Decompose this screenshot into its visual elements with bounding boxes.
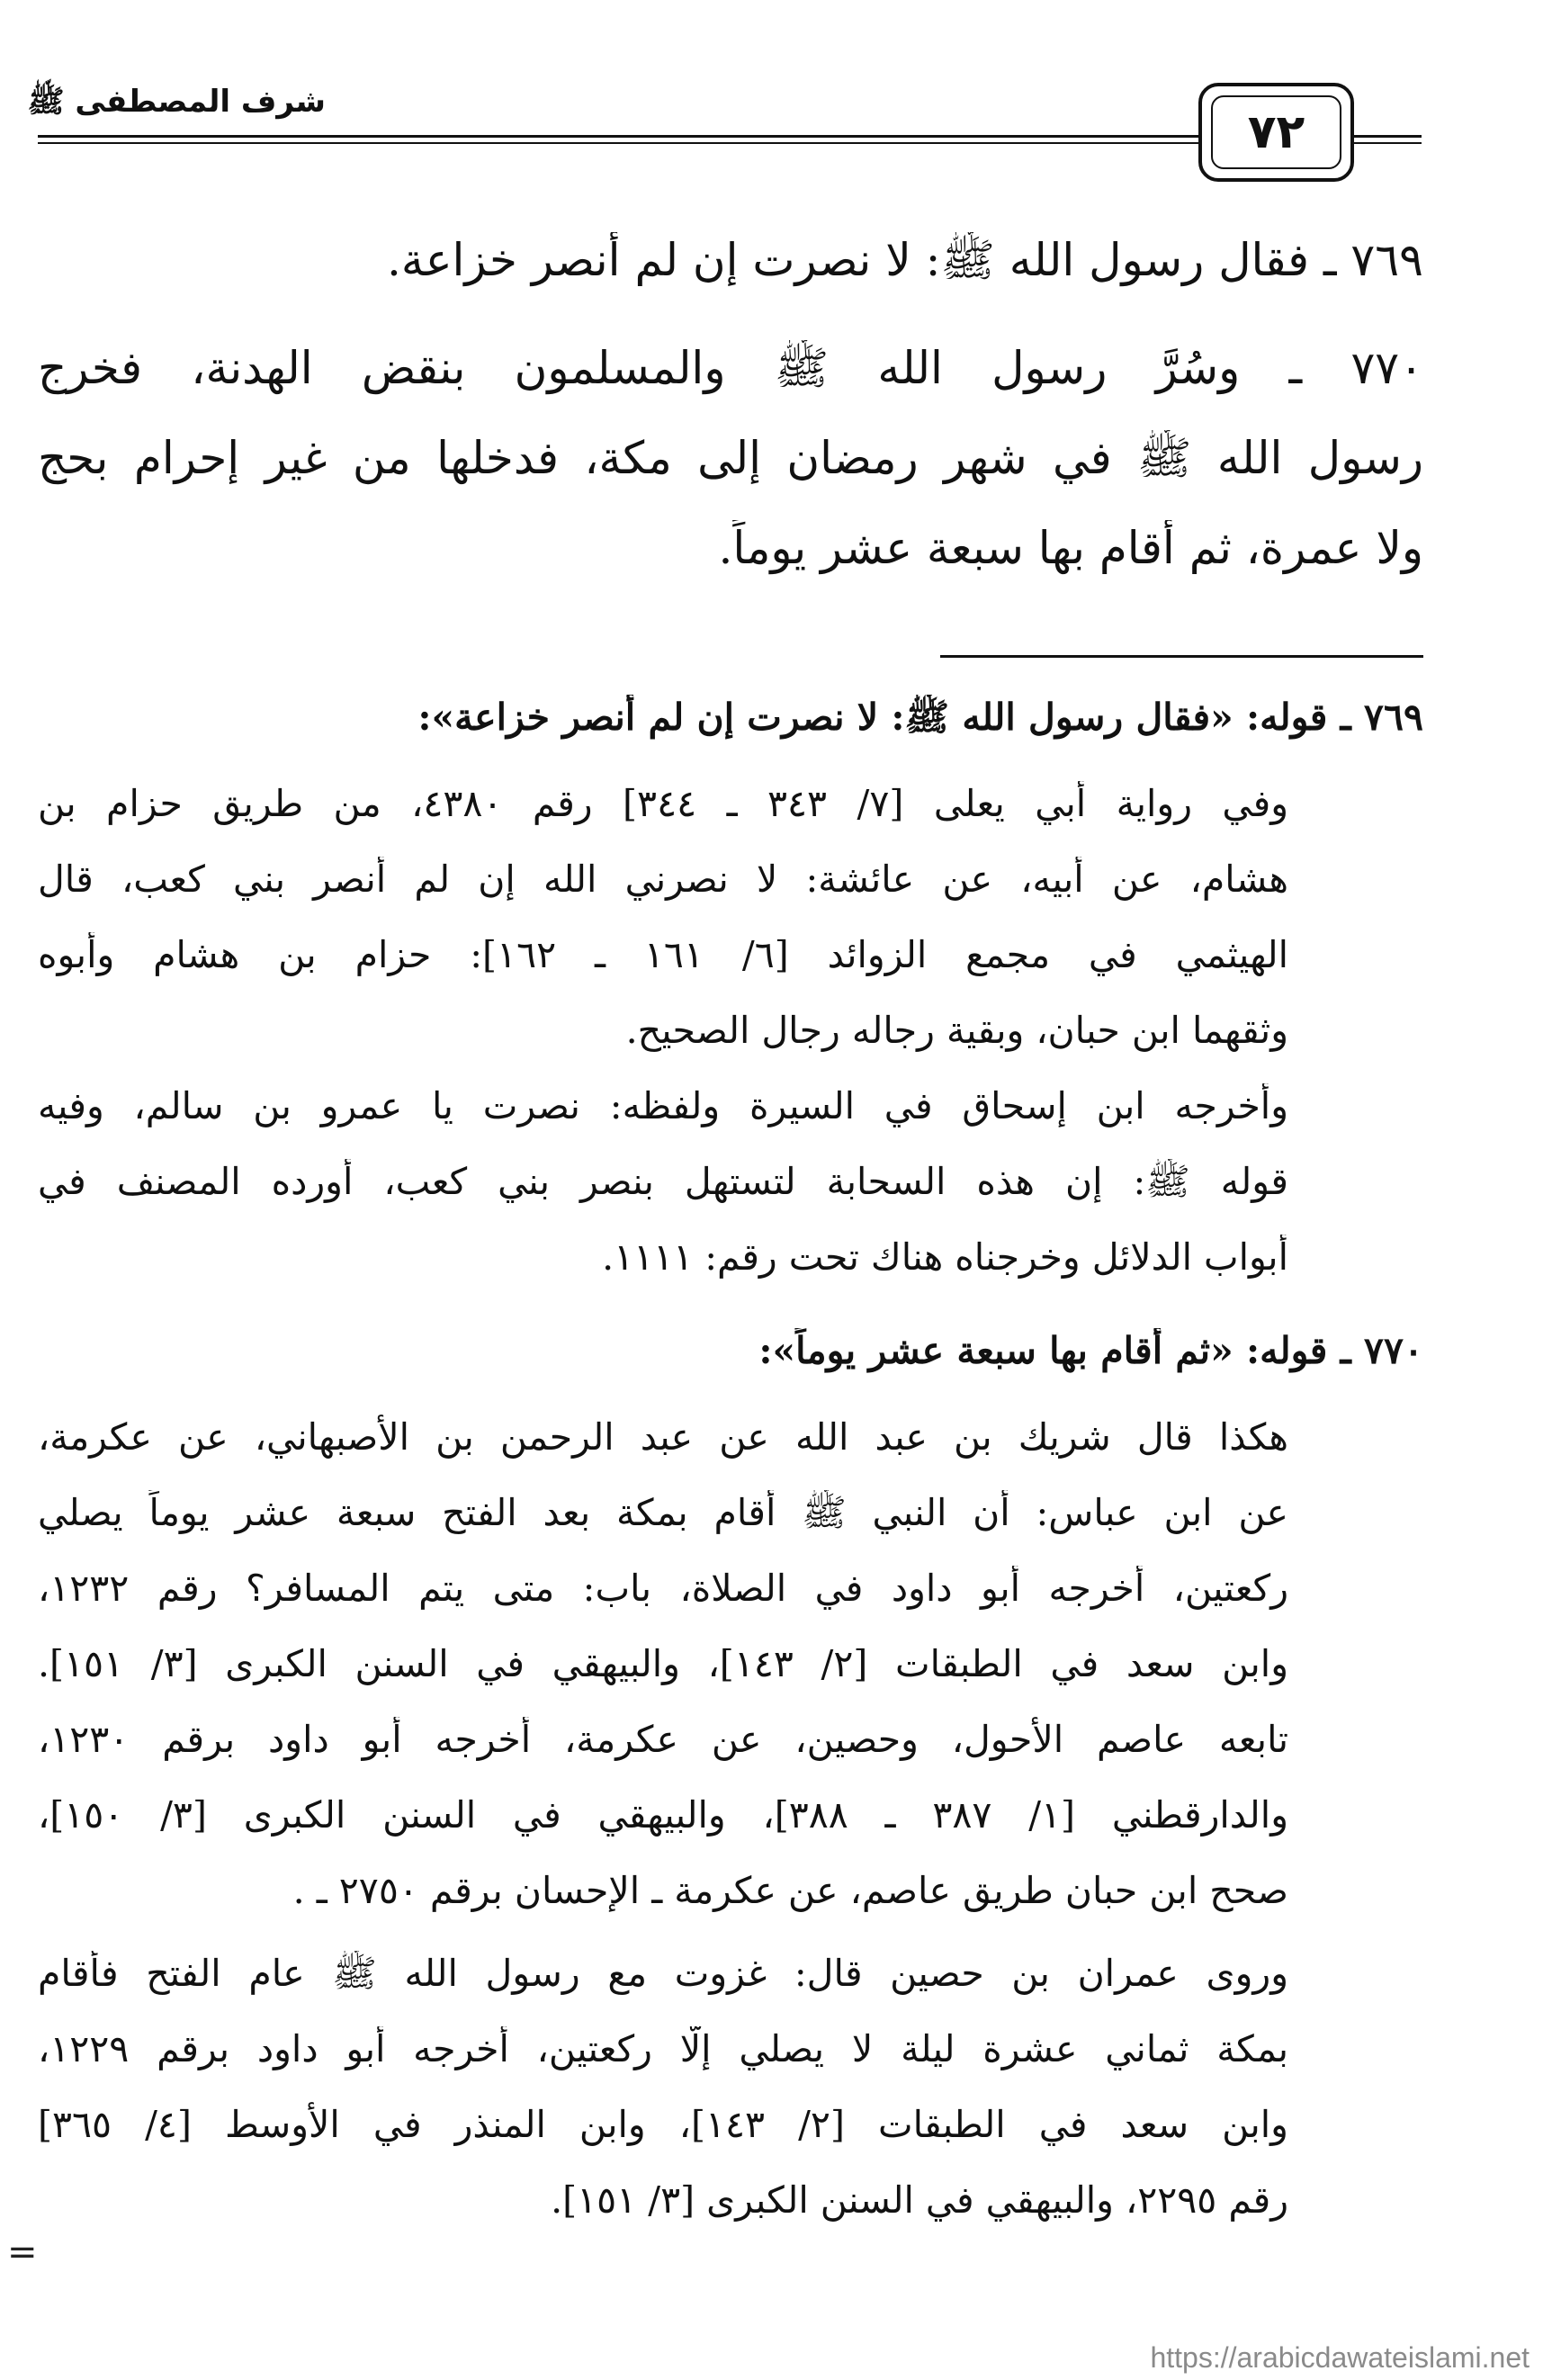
footnote-line: وابن سعد في الطبقات [٢/ ١٤٣]، وابن المنذر في الأوسط [٤/ ٣٦٥] — [38, 2103, 1288, 2146]
page-number: ٧٢ — [1211, 95, 1341, 169]
footnote-line: عن ابن عباس: أن النبي ﷺ أقام بمكة بعد الفتح سبعة عشر يوماً يصلي — [38, 1491, 1288, 1534]
main-text-line: ٧٦٩ ـ فقال رسول الله ﷺ: لا نصرت إن لم أنصر خزاعة. — [387, 234, 1423, 286]
footnote-line: صحح ابن حبان طريق عاصم، عن عكرمة ـ الإحسان برقم ٢٧٥٠ ـ . — [292, 1869, 1288, 1912]
source-watermark: https://arabicdawateislami.net — [1150, 2341, 1530, 2374]
footnote-line: وروى عمران بن حصين قال: غزوت مع رسول الله ﷺ عام الفتح فأقام — [38, 1952, 1288, 1995]
running-head-book-title: شرف المصطفى ﷺ — [27, 84, 326, 120]
footnote-line: وفي رواية أبي يعلى [٧/ ٣٤٣ ـ ٣٤٤] رقم ٤٣٨٠، من طريق حزام بن — [38, 782, 1288, 825]
footnote-line: وابن سعد في الطبقات [٢/ ١٤٣]، والبيهقي في السنن الكبرى [٣/ ١٥١]. — [38, 1642, 1288, 1685]
footnote-line: ركعتين، أخرجه أبو داود في الصلاة، باب: متى يتم المسافر؟ رقم ١٢٣٢، — [38, 1567, 1288, 1610]
header-rule — [1354, 142, 1422, 144]
page-number-frame — [1198, 83, 1354, 182]
footnote-separator — [940, 655, 1423, 658]
footnote-line: الهيثمي في مجمع الزوائد [٦/ ١٦١ ـ ١٦٢]: حزام بن هشام وأبوه — [38, 933, 1288, 976]
footnote-line: وأخرجه ابن إسحاق في السيرة ولفظه: نصرت يا عمرو بن سالم، وفيه — [38, 1084, 1288, 1127]
main-text-line: ٧٧٠ ـ وسُرَّ رسول الله ﷺ والمسلمون بنقض الهدنة، فخرج — [38, 342, 1423, 394]
header-rule — [38, 142, 1198, 144]
footnote-line: قوله ﷺ: إن هذه السحابة لتستهل بنصر بني كعب، أورده المصنف في — [38, 1160, 1288, 1203]
footnote-heading-770: ٧٧٠ ـ قوله: «ثم أقام بها سبعة عشر يوماً»: — [758, 1329, 1423, 1372]
footnote-line: بمكة ثماني عشرة ليلة لا يصلي إلّا ركعتين، أخرجه أبو داود برقم ١٢٢٩، — [38, 2027, 1288, 2070]
footnote-line: والدارقطني [١/ ٣٨٧ ـ ٣٨٨]، والبيهقي في السنن الكبرى [٣/ ١٥٠]، — [38, 1793, 1288, 1837]
footnote-line: رقم ٢٢٩٥، والبيهقي في السنن الكبرى [٣/ ١٥١]. — [551, 2178, 1288, 2222]
main-text-line: رسول الله ﷺ في شهر رمضان إلى مكة، فدخلها من غير إحرام بحج — [38, 432, 1423, 484]
footnote-line: وثقهما ابن حبان، وبقية رجاله رجال الصحيح. — [625, 1009, 1288, 1052]
continuation-mark: = — [7, 2232, 38, 2273]
header-rule — [38, 135, 1198, 138]
footnote-line: تابعه عاصم الأحول، وحصين، عن عكرمة، أخرجه أبو داود برقم ١٢٣٠، — [38, 1718, 1288, 1761]
header-rule — [1354, 135, 1422, 138]
footnote-line: هكذا قال شريك بن عبد الله عن عبد الرحمن بن الأصبهاني، عن عكرمة، — [38, 1415, 1288, 1459]
footnote-line: أبواب الدلائل وخرجناه هناك تحت رقم: ١١١١. — [602, 1235, 1288, 1279]
main-text-line: ولا عمرة، ثم أقام بها سبعة عشر يوماً. — [718, 522, 1423, 574]
footnote-heading-769: ٧٦٩ ـ قوله: «فقال رسول الله ﷺ: لا نصرت إن لم أنصر خزاعة»: — [417, 696, 1423, 739]
footnote-line: هشام، عن أبيه، عن عائشة: لا نصرني الله إن لم أنصر بني كعب، قال — [38, 858, 1288, 901]
